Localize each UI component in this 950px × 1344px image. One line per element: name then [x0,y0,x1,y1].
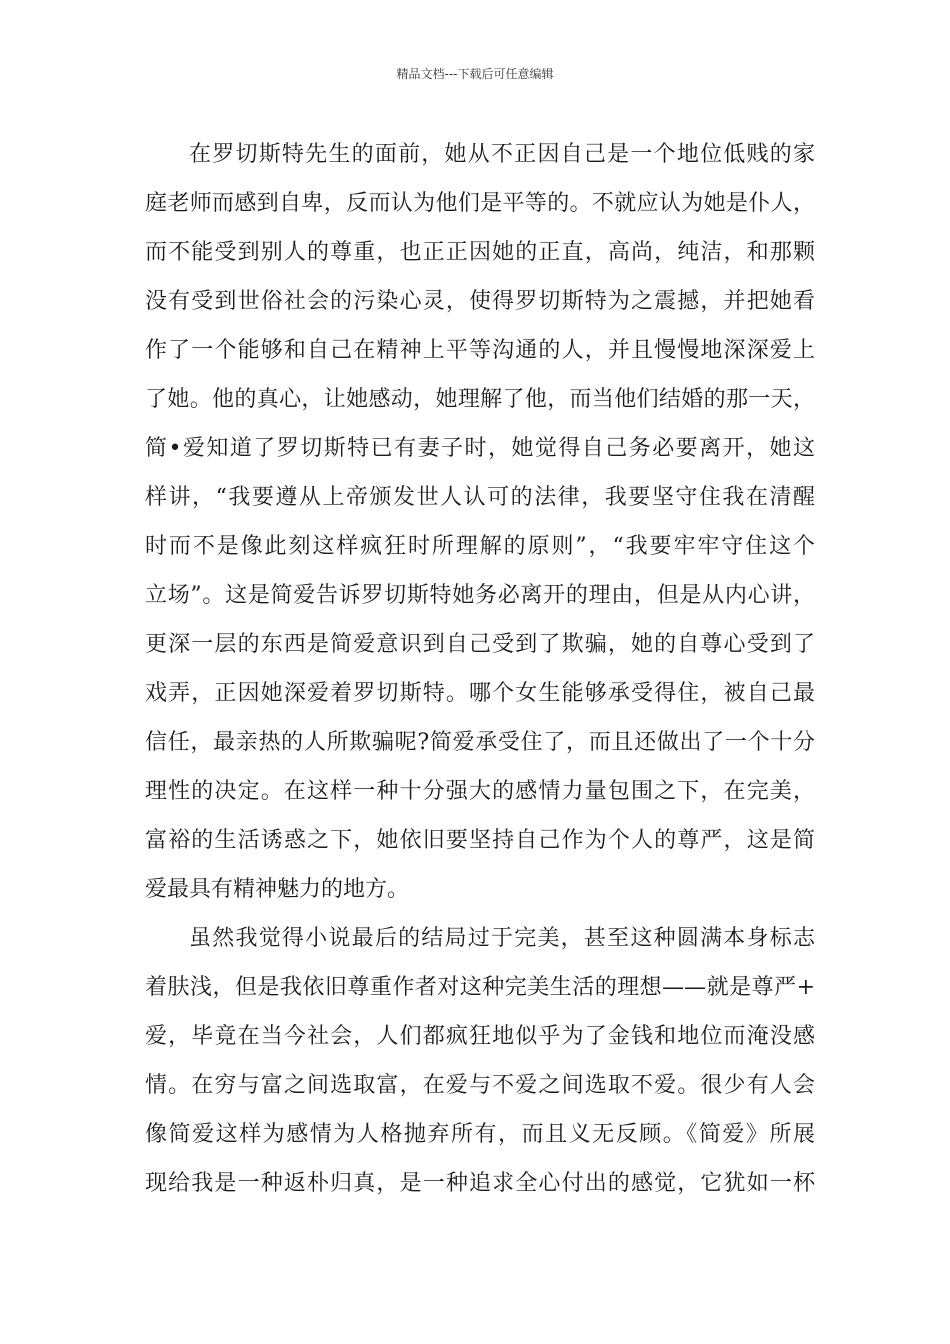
paragraph-line: 了她。他的真心，让她感动，她理解了他，而当他们结婚的那一天， [145,387,815,412]
paragraph-line: 爱最具有精神魅力的地方。 [145,877,410,902]
paragraph-line: 庭老师而感到自卑，反而认为他们是平等的。不就应认为她是仆人， [145,191,815,216]
paragraph-line: 更深一层的东西是简爱意识到自己受到了欺骗，她的自尊心受到了 [145,632,815,657]
paragraph-line: 没有受到世俗社会的污染心灵，使得罗切斯特为之震撼，并把她看 [145,289,815,314]
paragraph-line: 在罗切斯特先生的面前，她从不正因自己是一个地位低贱的家 [189,142,815,167]
paragraph-1 [145,130,815,914]
paragraph-line: 爱，毕竟在当今社会，人们都疯狂地似乎为了金钱和地位而淹没感 [145,1024,815,1049]
paragraph-line: 理性的决定。在这样一种十分强大的感情力量包围之下，在完美， [145,779,815,804]
paragraph-line: 简•爱知道了罗切斯特已有妻子时，她觉得自己务必要离开，她这 [145,436,815,461]
paragraph-line: 虽然我觉得小说最后的结局过于完美，甚至这种圆满本身标志 [189,926,815,951]
paragraph-line: 富裕的生活诱惑之下，她依旧要坚持自己作为个人的尊严，这是简 [145,828,815,853]
page-header: 精品文档---下载后可任意编辑 [396,67,554,81]
paragraph-line: 时而不是像此刻这样疯狂时所理解的原则”，“我要牢牢守住这个 [145,534,815,559]
paragraph-line: 像简爱这样为感情为人格抛弃所有，而且义无反顾。《简爱》所展 [145,1122,815,1147]
paragraph-line: 戏弄，正因她深爱着罗切斯特。哪个女生能够承受得住，被自己最 [145,681,815,706]
paragraph-line: 样讲，“我要遵从上帝颁发世人认可的法律，我要坚守住我在清醒 [145,485,815,510]
paragraph-line: 而不能受到别人的尊重，也正正因她的正直，高尚，纯洁，和那颗 [145,240,815,265]
paragraph-line: 作了一个能够和自己在精神上平等沟通的人，并且慢慢地深深爱上 [145,338,815,363]
paragraph-2 [145,914,815,1208]
paragraph-line: 立场”。这是简爱告诉罗切斯特她务必离开的理由，但是从内心讲， [145,583,815,608]
paragraph-line: 现给我是一种返朴归真，是一种追求全心付出的感觉，它犹如一杯 [145,1171,815,1196]
paragraph-line: 情。在穷与富之间选取富，在爱与不爱之间选取不爱。很少有人会 [145,1073,815,1098]
paragraph-line: 着肤浅，但是我依旧尊重作者对这种完美生活的理想——就是尊严+ [145,975,815,1000]
document-body [145,130,815,1208]
paragraph-line: 信任，最亲热的人所欺骗呢?简爱承受住了，而且还做出了一个十分 [145,730,815,755]
